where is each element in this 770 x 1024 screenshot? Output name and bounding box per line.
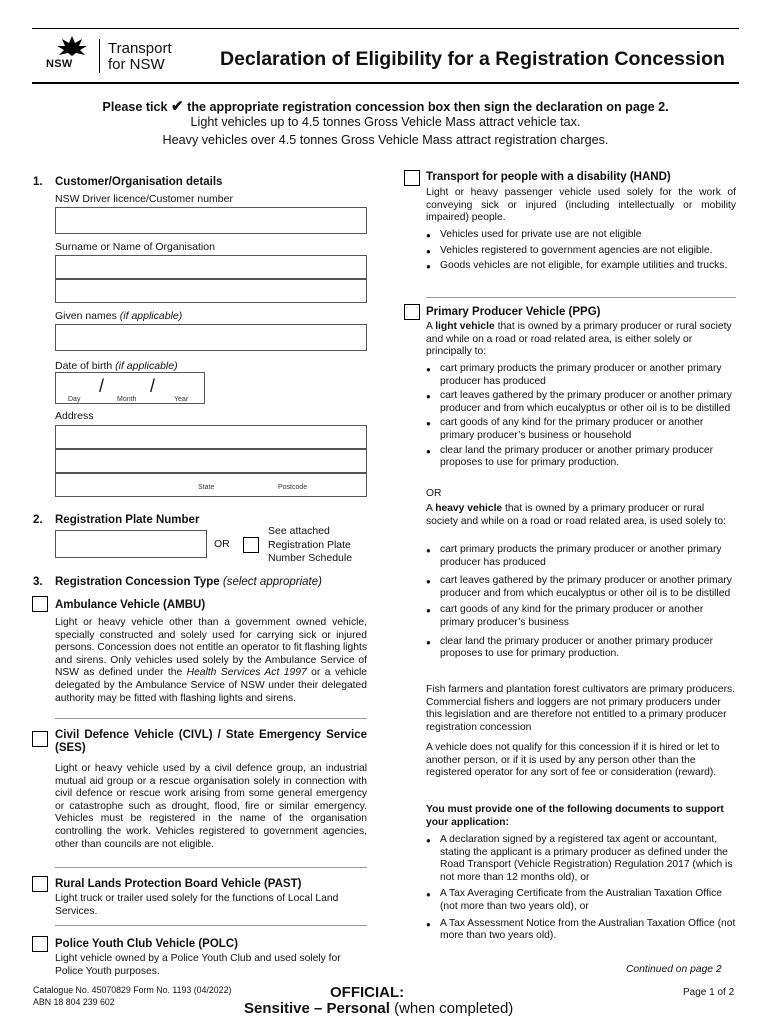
civl-title: Civil Defence Vehicle (CIVL) / State Emergency Service (SES): [55, 729, 367, 754]
given-names-input[interactable]: [55, 324, 367, 351]
list-item: ● clear land the primary producer or another primary producer proposes to use for primary production.: [426, 445, 736, 470]
dob-input[interactable]: [55, 372, 205, 404]
given-names-label: [55, 310, 182, 323]
intro-line-3: Heavy vehicles over 4.5 tonnes Gross Vehicle Mass attract registration charges.: [162, 133, 609, 147]
dob-hint: (if applicable): [115, 360, 178, 372]
when-completed: (when completed): [394, 1000, 514, 1017]
ambu-text-2: or a vehicle delegated by the Ambulance Service of NSW under their delegated authority may be fitted with flashing lights and sirens.: [55, 667, 367, 704]
plate-schedule-checkbox[interactable]: [243, 537, 259, 553]
ppg-light-pre: A: [426, 321, 433, 332]
list-item: ● clear land the primary producer or another primary producer proposes to use for primary production.: [426, 636, 736, 661]
page-title: Declaration of Eligibility for a Registration Concession: [220, 48, 725, 70]
intro-please: Please tick: [102, 100, 168, 114]
ppg-hired-note: A vehicle does not qualify for this concession if it is hired or let to another person, or if it is used by any person other than the registered operator for any sort of fee or consideration (reward).: [426, 742, 720, 779]
list-item: ● Vehicles used for private use are not eligible: [426, 229, 736, 242]
plate-see-3: Number Schedule: [268, 552, 353, 564]
section-3-title-text: Registration Concession Type: [55, 576, 220, 588]
section-2-title: Registration Plate Number: [55, 514, 200, 526]
ppg-heavy-pre: A: [426, 503, 433, 514]
hand-description: Light or heavy passenger vehicle used solely for the work of conveying sick or injured (including intellectually or mobility impaired) people.: [426, 187, 736, 224]
dob-day-label: Day: [68, 396, 81, 403]
plate-schedule-text: [268, 525, 352, 566]
divider: [426, 297, 736, 298]
given-names-text: Given names: [55, 310, 117, 322]
logo-fornsw: for NSW: [108, 56, 165, 73]
tick-icon: ✔: [171, 98, 184, 115]
ppg-docs-list: [426, 834, 736, 943]
licence-input[interactable]: [55, 207, 367, 234]
ppg-fish-note: Fish farmers and plantation forest cultivators are primary producers. Commercial fishers and loggers are not primary producers under this legislation and are therefore not entitled to a primary producer registration concession: [426, 684, 736, 733]
ppg-heavy-list: [426, 544, 736, 661]
ambu-act: Health Services Act 1997: [186, 667, 307, 679]
intro-line-2: Light vehicles up to 4.5 tonnes Gross Vehicle Mass attract vehicle tax.: [190, 115, 581, 129]
ambu-title: Ambulance Vehicle (AMBU): [55, 599, 206, 611]
hand-checkbox[interactable]: [404, 170, 420, 186]
list-item: ● A declaration signed by a registered tax agent or accountant, stating the applicant is a primary producer as defined under the Road Transport (Vehicle Registration) Regulation 2017 (which is not more than 12 months old), or: [426, 834, 736, 884]
plate-see-1: See attached: [268, 525, 330, 537]
ppg-checkbox[interactable]: [404, 304, 420, 320]
logo-nsw-text: NSW: [46, 58, 73, 70]
section-3-title: [55, 575, 322, 589]
list-item: ● Goods vehicles are not eligible, for example utilities and trucks.: [426, 260, 736, 273]
sensitivity-label: [244, 1000, 513, 1019]
hand-title: Transport for people with a disability (HAND): [426, 171, 671, 183]
section-3-hint: (select appropriate): [222, 576, 322, 588]
logo-transport: Transport: [108, 40, 172, 57]
civl-checkbox[interactable]: [32, 731, 48, 747]
address-input-line-2[interactable]: [55, 449, 367, 473]
section-1-title: Customer/Organisation details: [55, 176, 223, 188]
ppg-title: Primary Producer Vehicle (PPG): [426, 306, 601, 318]
plate-or: OR: [214, 538, 230, 550]
ppg-heavy-post: that is owned by a primary producer or rural society and while on a road or road related area, is used solely to:: [426, 503, 726, 527]
hand-bullet-list: [426, 229, 736, 273]
dob-year-label: Year: [174, 396, 189, 403]
list-item: ● A Tax Assessment Notice from the Australian Taxation Office (not more than two years old).: [426, 918, 736, 943]
surname-label: Surname or Name of Organisation: [55, 241, 215, 253]
list-item: ● Vehicles registered to government agencies are not eligible.: [426, 245, 736, 258]
surname-input-line-2[interactable]: [55, 279, 367, 303]
header-rule: [32, 82, 739, 84]
ambu-checkbox[interactable]: [32, 596, 48, 612]
transport-nsw-logo: [46, 35, 186, 77]
ambu-text: Light or heavy vehicle other than a government owned vehicle, specially constructed and solely used for carrying sick or injured persons. Concession does not entitle an operator to fit flashing lights and sirens. Only vehicles used solely by the Ambulance Service of NSW as defined under the: [55, 617, 367, 679]
list-item: ● cart goods of any kind for the primary producer or another primary producer’s business: [426, 604, 736, 629]
dob-sep-1: /: [99, 376, 105, 396]
plate-number-input[interactable]: [55, 530, 207, 558]
list-item: ● cart primary products the primary producer or another primary producer has produced: [426, 363, 736, 388]
list-item: ● cart primary products the primary producer or another primary producer has produced: [426, 544, 736, 569]
dob-month-label: Month: [117, 396, 137, 403]
sensitive-personal: Sensitive – Personal: [244, 1000, 390, 1017]
waratah-icon: [54, 35, 90, 57]
official-label: OFFICIAL:: [330, 984, 405, 1001]
address-input-line-3[interactable]: [55, 473, 367, 497]
section-1-number: 1.: [33, 176, 43, 188]
list-item: ● cart leaves gathered by the primary producer or another primary producer and from which eucalyptus or other oil is to be distilled: [426, 575, 736, 600]
ambu-description: [55, 617, 367, 705]
top-rule: [32, 28, 739, 29]
civl-description: Light or heavy vehicle used by a civil defence group, an industrial mutual aid group or a rescue organisation solely in connection with civil defence or rescue work arising from some general emergency or catastrophe such as drought, flood, fire or similar emergency. Vehicles must be registered in the name of the organisation controlling the work. Vehicles registered to government agencies, other than councils are not eligible.: [55, 763, 367, 850]
polc-description: Light vehicle owned by a Police Youth Club and used solely for Police Youth purposes.: [55, 953, 341, 977]
given-names-hint: (if applicable): [119, 310, 183, 322]
state-label: State: [198, 484, 215, 491]
list-item: ● cart goods of any kind for the primary producer or another primary producer’s business or household: [426, 417, 736, 442]
logo-separator: [99, 39, 100, 73]
ppg-heavy-intro: [426, 503, 736, 528]
dob-sep-2: /: [150, 376, 156, 396]
dob-text: Date of birth: [55, 360, 113, 372]
intro-instruction: the appropriate registration concession box then sign the declaration on page 2.: [187, 100, 669, 114]
ppg-light-intro: [426, 321, 736, 359]
ppg-docs-title: You must provide one of the following documents to support your application:: [426, 804, 724, 828]
section-3-number: 3.: [33, 576, 43, 588]
address-input-line-1[interactable]: [55, 425, 367, 449]
licence-label: NSW Driver licence/Customer number: [55, 193, 233, 205]
plate-see-2: Registration Plate: [268, 538, 351, 551]
continued-note: Continued on page 2: [626, 964, 722, 975]
ppg-or: OR: [426, 488, 442, 499]
abn: ABN 18 804 239 602: [33, 997, 115, 1007]
surname-input-line-1[interactable]: [55, 255, 367, 279]
divider: [55, 867, 367, 868]
polc-title: Police Youth Club Vehicle (POLC): [55, 938, 238, 950]
ppg-heavy-bold: heavy vehicle: [435, 503, 503, 514]
ppg-light-bold: light vehicle: [435, 321, 495, 332]
ppg-light-post: that is owned by a primary producer or rural society and while on a road or road related area, is either solely or principally to:: [426, 321, 732, 358]
divider: [55, 718, 367, 719]
past-description: Light truck or trailer used solely for the functions of Local Land Services.: [55, 893, 339, 917]
past-checkbox[interactable]: [32, 876, 48, 892]
list-item: ● A Tax Averaging Certificate from the Australian Taxation Office (not more than two years old), or: [426, 888, 736, 913]
list-item: ● cart leaves gathered by the primary producer or another primary producer and from which eucalyptus or other oil is to be distilled: [426, 390, 736, 415]
catalogue-number: Catalogue No. 45070829 Form No. 1193 (04/2022): [33, 985, 232, 995]
section-2-number: 2.: [33, 514, 43, 526]
page-number: Page 1 of 2: [683, 987, 735, 998]
divider: [55, 925, 367, 926]
postcode-label: Postcode: [278, 484, 308, 491]
polc-checkbox[interactable]: [32, 936, 48, 952]
past-title: Rural Lands Protection Board Vehicle (PAST): [55, 878, 302, 890]
ppg-light-list: [426, 363, 736, 470]
logo-transport-text: [108, 41, 172, 73]
address-label: Address: [55, 410, 94, 422]
intro-line-1: [32, 98, 739, 117]
